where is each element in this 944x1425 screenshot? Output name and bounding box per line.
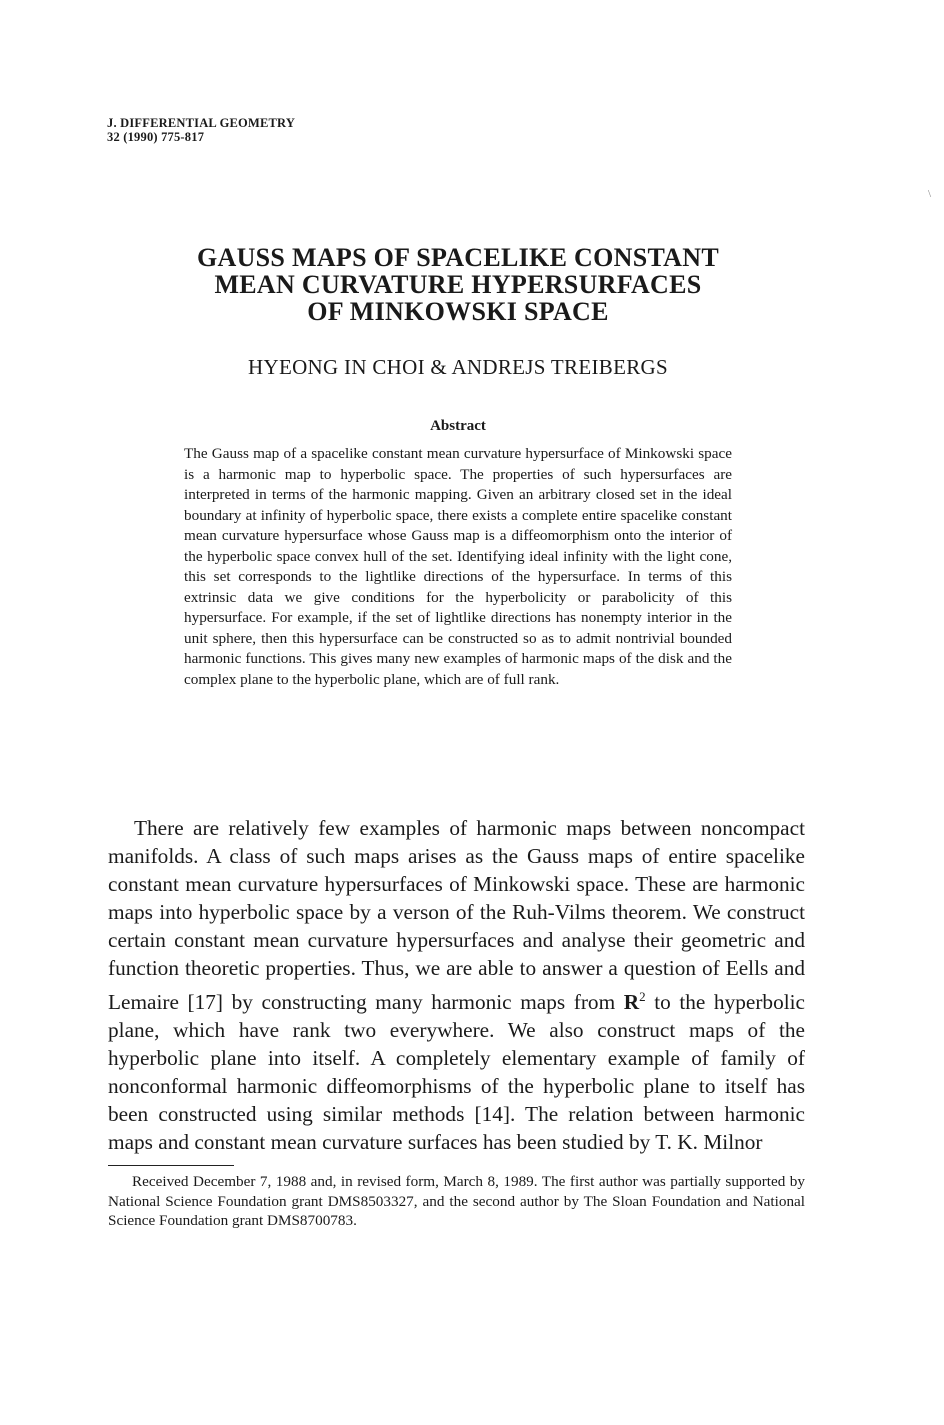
body-text-part1: There are relatively few examples of harmonic maps between noncompact manifolds. A class of such maps arises as the Gauss maps of entire spacelike constant mean curvature hypersurfaces of Minkowski space. These are harmonic maps into hyperbolic space by a verson of the Ruh-Vilms theorem. We construct certain constant mean curvature hypersurfaces and analyse their geometric and function theoretic properties. Thus, we are able to answer a question of Eells and Lemaire [17] by constructing many harmonic maps from <box>108 816 805 1014</box>
math-symbol-R: R <box>623 989 640 1014</box>
title-line: MEAN CURVATURE HYPERSURFACES <box>214 270 702 299</box>
footnote-rule <box>108 1165 234 1166</box>
abstract-text: The Gauss map of a spacelike constant mean curvature hypersurface of Minkowski space is a harmonic map to hyperbolic space. The properties of such hypersurfaces are interpreted in terms of the harmonic mapping. Given an arbitrary closed set in the ideal boundary at infinity of hyperbolic space, there exists a complete entire spacelike constant mean curvature hypersurface whose Gauss map is a diffeomorphism onto the interior of the hyperbolic space convex hull of the set. Identifying ideal infinity with the light cone, this set corresponds to the lightlike directions of the hypersurface. In terms of this extrinsic data we give conditions for the hyperbolicity or parabolicity of this hypersurface. For example, if the set of lightlike directions has nonempty interior in the unit sphere, then this hypersurface can be constructed so as to admit nontrivial bounded harmonic functions. This gives many new examples of harmonic maps of the disk and the complex plane to the hyperbolic plane, which are of full rank. <box>184 445 732 688</box>
journal-header <box>107 116 295 144</box>
title-line: GAUSS MAPS OF SPACELIKE CONSTANT <box>197 243 719 272</box>
journal-name: J. DIFFERENTIAL GEOMETRY <box>107 116 296 130</box>
math-superscript: 2 <box>639 988 646 1004</box>
scan-mark: \ <box>928 188 932 200</box>
abstract-heading: Abstract <box>430 418 486 434</box>
title-line: OF MINKOWSKI SPACE <box>307 297 609 326</box>
body-text-part2: to the hyperbolic plane, which have rank two everywhere. We also construct maps of the hyperbolic plane into itself. A completely elementary example of family of nonconformal harmonic diffeomorphisms of the hyperbolic plane to itself has been constructed using similar methods [14]. The relation between harmonic maps and constant mean curvature surfaces has been studied by T. K. Milnor <box>108 989 805 1155</box>
authors: HYEONG IN CHOI & ANDREJS TREIBERGS <box>248 355 668 379</box>
paper-title <box>150 244 766 325</box>
body-paragraph <box>108 814 805 1156</box>
journal-volume: 32 (1990) 775-817 <box>107 130 205 144</box>
footnote: Received December 7, 1988 and, in revised form, March 8, 1989. The first author was partially supported by National Science Foundation grant DMS8503327, and the second author by The Sloan Foundation and National Science Foundation grant DMS8700783. <box>108 1173 805 1229</box>
